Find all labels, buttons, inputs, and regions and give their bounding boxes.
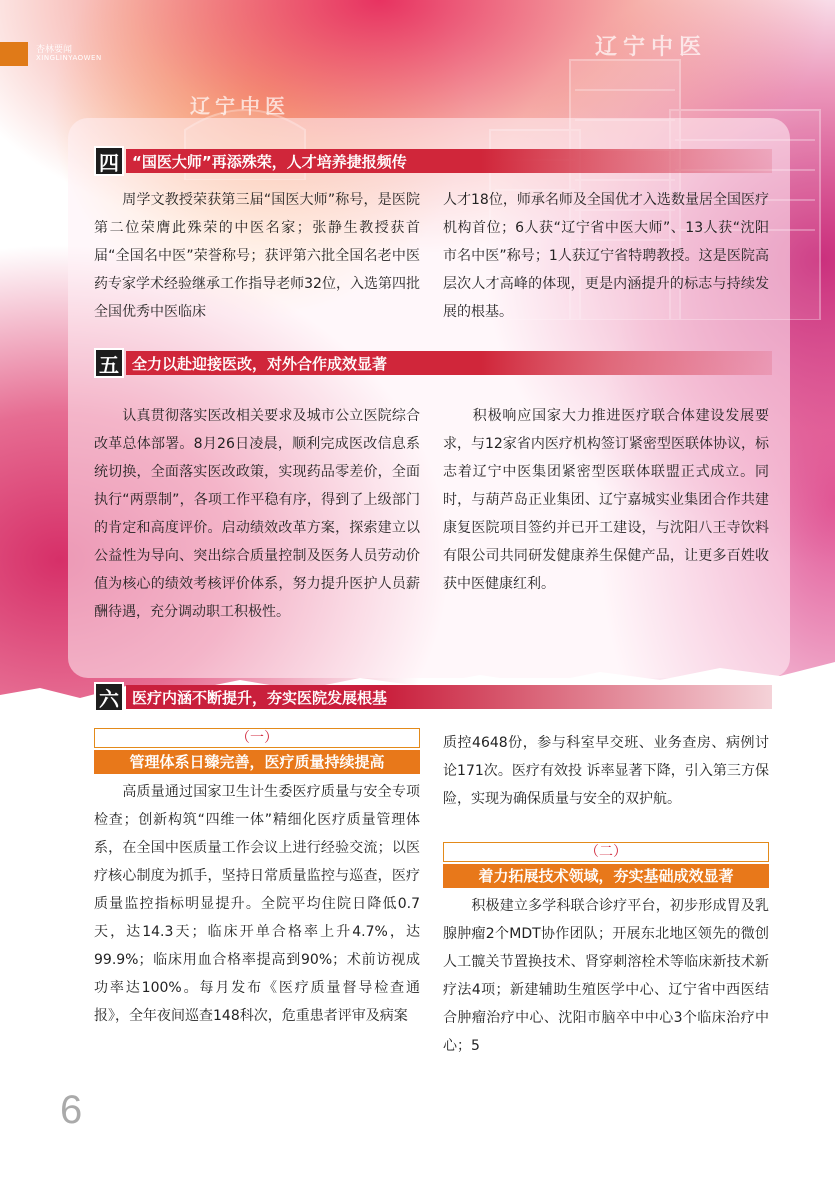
section-5-left-text: 认真贯彻落实医改相关要求及城市公立医院综合改革总体部署。8月26日凌晨，顺利完成医改信息系统切换，全面落实医改政策，实现药品零差价，全面执行“两票制”，各项工作平稳有序，得到了上级部门的肯定和高度评价。启动绩效改革方案，探索建立以公益性为导向、突出综合质量控制及医务人员劳动价值为核心的绩效考核评价体系，努力提升医护人员薪酬待遇，充分调动职工积极性。 — [94, 408, 420, 620]
section-6-header — [94, 682, 772, 712]
magazine-name: 杏林要闻 — [36, 45, 73, 55]
header-tab — [0, 42, 28, 66]
section-number: 四 — [94, 146, 124, 176]
magazine-name-en: XINGLINYAOWEN — [36, 54, 102, 62]
subsection-1-header — [94, 728, 420, 774]
section-6-right-bottom-text: 积极建立多学科联合诊疗平台，初步形成胃及乳腺肿瘤2个MDT协作团队；开展东北地区领先的微创人工髋关节置换技术、肾穿刺溶栓术等临床新技术新疗法4项；新建辅助生殖医学中心、辽宁省中西医结合肿瘤治疗中心、沈阳市脑卒中中心3个临床治疗中心；5 — [443, 898, 769, 1054]
section-number: 六 — [94, 682, 124, 712]
section-6-left-text: 高质量通过国家卫生计生委医疗质量与安全专项检查；创新构筑“四维一体”精细化医疗质量管理体系，在全国中医质量工作会议上进行经验交流；以医疗核心制度为抓手，坚持日常质量监控与巡查，医疗质量监控指标明显提升。全院平均住院日降低0.7天，达14.3天；临床开单合格率上升4.7%，达99.9%；临床用血合格率提高到90%；术前访视成功率达100%。每月发布《医疗质量督导检查通报》，全年夜间巡查148科次，危重患者评审及病案 — [94, 784, 420, 1024]
section-title: 医疗内涵不断提升，夯实医院发展根基 — [126, 685, 772, 709]
section-title: “国医大师”再添殊荣，人才培养捷报频传 — [126, 149, 772, 173]
building-sign-left: 辽宁中医 — [190, 94, 290, 118]
section-title: 全力以赴迎接医改，对外合作成效显著 — [126, 351, 772, 375]
section-4-right-text: 人才18位，师承名师及全国优才入选数量居全国医疗机构首位；6人获“辽宁省中医大师”、13人获“沈阳市名中医”称号；1人获辽宁省特聘教授。这是医院高层次人才高峰的体现，更是内涵提升的标志与持续发展的根基。 — [443, 192, 769, 320]
section-5-header — [94, 348, 772, 378]
section-number: 五 — [94, 348, 124, 378]
subsection-title: 管理体系日臻完善，医疗质量持续提高 — [94, 750, 420, 774]
page-number: 6 — [60, 1088, 83, 1132]
subsection-number: （二） — [443, 842, 769, 862]
subsection-2-header — [443, 842, 769, 888]
section-5-right-text: 积极响应国家大力推进医疗联合体建设发展要求，与12家省内医疗机构签订紧密型医联体协议，标志着辽宁中医集团紧密型医联体联盟正式成立。同时，与葫芦岛正业集团、辽宁嘉城实业集团合作共建康复医院项目签约并已开工建设，与沈阳八王寺饮料有限公司共同研发健康养生保健产品，让更多百姓收获中医健康红利。 — [443, 408, 769, 592]
building-sign-right: 辽宁中医 — [595, 35, 708, 60]
section-4-header — [94, 146, 772, 176]
subsection-number: （一） — [94, 728, 420, 748]
section-4-left-text: 周学文教授荣获第三届“国医大师”称号，是医院第二位荣膺此殊荣的中医名家；张静生教授获首届“全国名中医”荣誉称号；获评第六批全国名老中医药专家学术经验继承工作指导老师32位，入选第四批全国优秀中医临床 — [94, 192, 420, 320]
section-6-right-top-text: 质控4648份，参与科室早交班、业务查房、病例讨论171次。医疗有效投 诉率显著下降，引入第三方保险，实现为确保质量与安全的双护航。 — [443, 735, 769, 807]
subsection-title: 着力拓展技术领域，夯实基础成效显著 — [443, 864, 769, 888]
